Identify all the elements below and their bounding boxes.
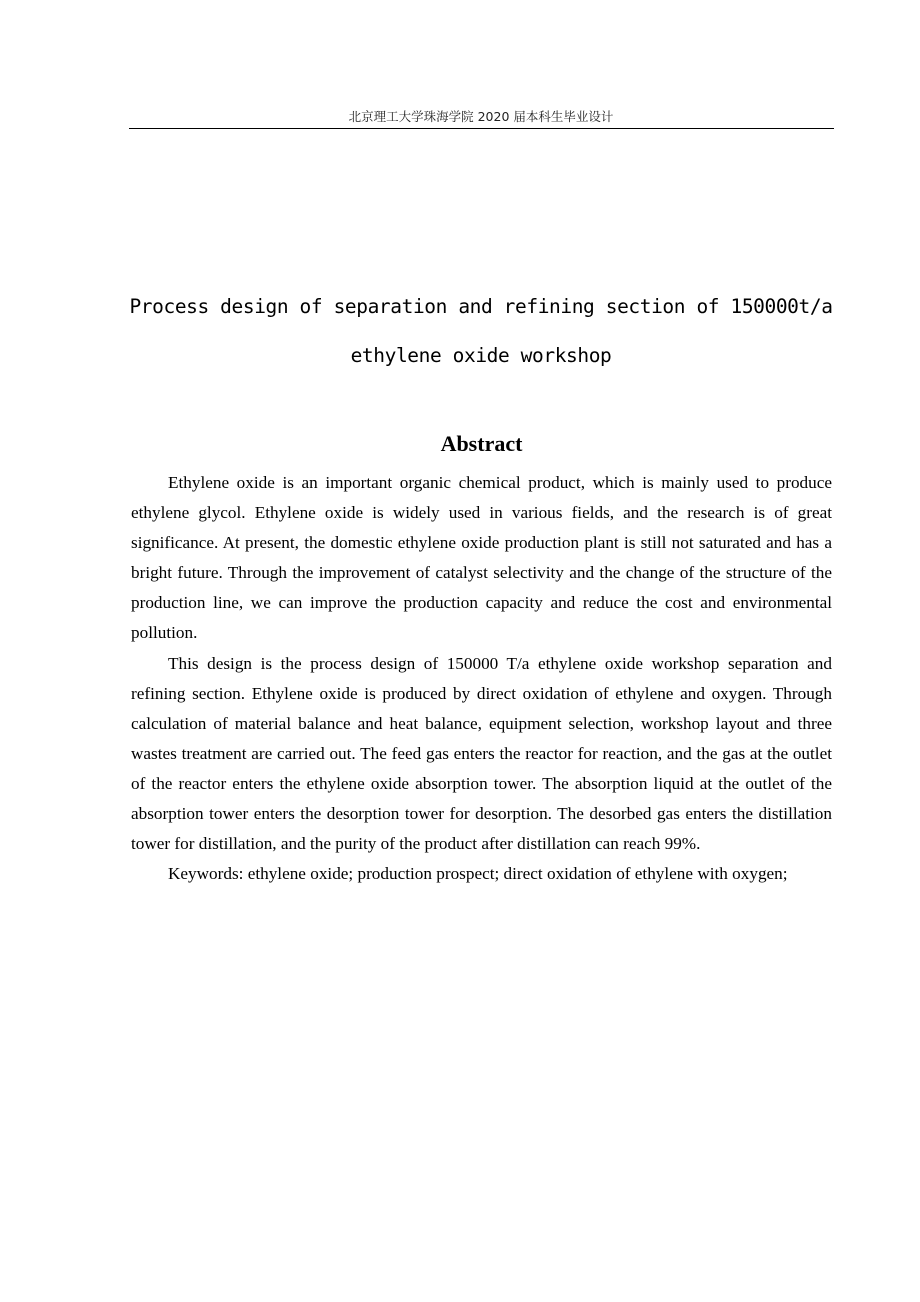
- running-header: 北京理工大学珠海学院 2020 届本科生毕业设计: [348, 109, 614, 124]
- document-title: [120, 282, 842, 380]
- abstract-paragraph-2: This design is the process design of 150000 T/a ethylene oxide workshop separation and refining section. Ethylene oxide is produced by direct oxidation of ethylene and oxygen. Through calculation of material balance and heat balance, equipment selection, workshop layout and three wastes treatment are carried out. The feed gas enters the reactor for reaction, and the gas at the outlet of the reactor enters the ethylene oxide absorption tower. The absorption liquid at the outlet of the absorption tower enters the desorption tower for desorption. The desorbed gas enters the distillation tower for distillation, and the purity of the product after distillation can reach 99%.: [131, 653, 832, 854]
- abstract-paragraph-1: Ethylene oxide is an important organic chemical product, which is mainly used to produce ethylene glycol. Ethylene oxide is widely used in various fields, and the research is of great significance. At present, the domestic ethylene oxide production plant is still not saturated and has a bright future. Through the improvement of catalyst selectivity and the change of the structure of the production line, we can improve the production capacity and reduce the cost and environmental pollution.: [131, 473, 832, 643]
- header-divider: [129, 128, 834, 129]
- abstract-heading: Abstract: [440, 431, 523, 456]
- keywords-line: Keywords: ethylene oxide; production prospect; direct oxidation of ethylene with oxygen;: [168, 864, 788, 884]
- title-line-2: ethylene oxide workshop: [350, 344, 612, 367]
- title-line-1: Process design of separation and refining section of 150000t/a: [129, 295, 833, 318]
- abstract-body: [131, 468, 832, 889]
